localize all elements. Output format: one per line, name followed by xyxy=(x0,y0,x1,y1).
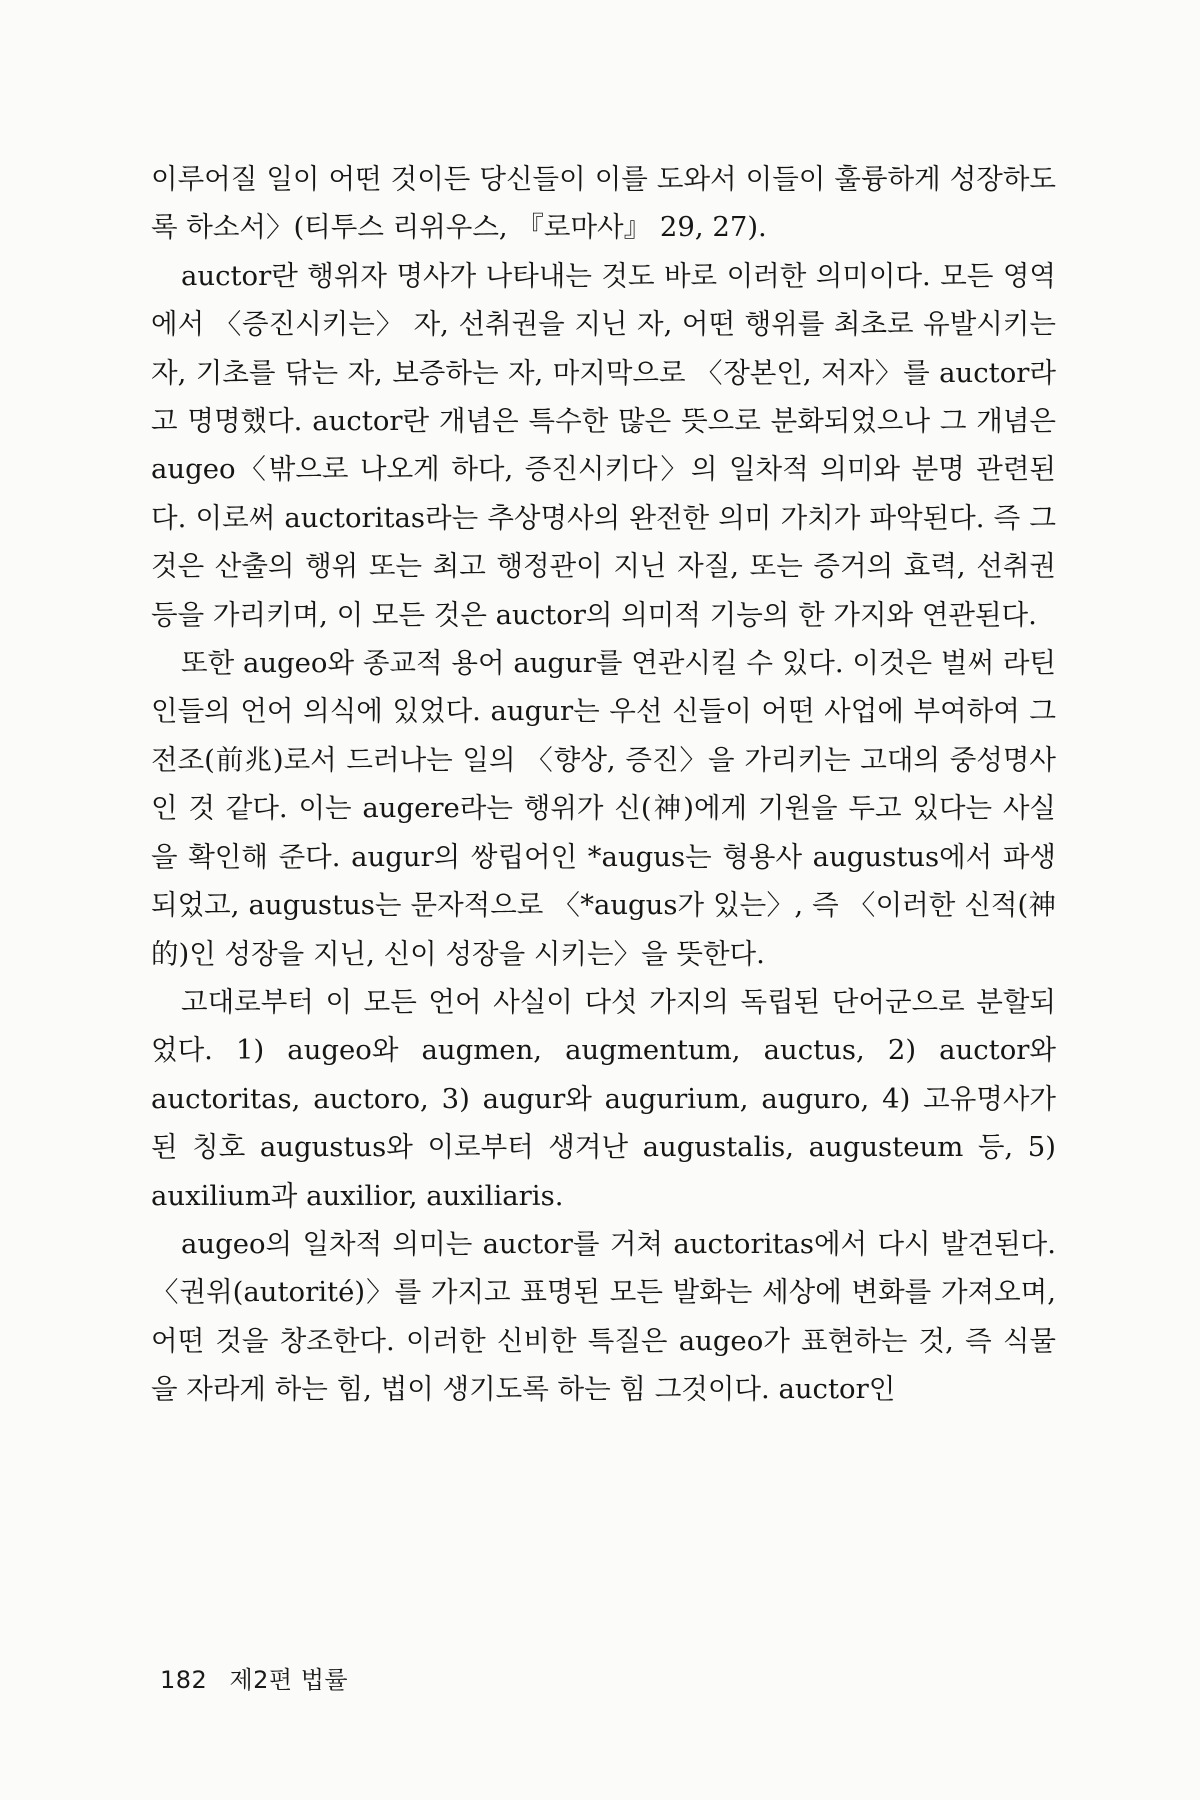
paragraph-augeo-meaning: augeo의 일차적 의미는 auctor를 거쳐 auctoritas에서 다시 발견된다. 〈권위(autorité)〉를 가지고 표명된 모든 발화는 세상에 변화를 가져오며, 어떤 것을 창조한다. 이러한 신비한 특질은 augeo가 표현하는 것, 즉 식물을 자라게 하는 힘, 법이 생기도록 하는 힘 그것이다. auctor인 xyxy=(151,1227,1056,1406)
paragraph-continuation: 이루어질 일이 어떤 것이든 당신들이 이를 도와서 이들이 훌륭하게 성장하도록 하소서〉(티투스 리위우스, 『로마사』 29, 27). xyxy=(151,163,1056,244)
page-footer xyxy=(160,1660,348,1695)
paragraph-auctor: auctor란 행위자 명사가 나타내는 것도 바로 이러한 의미이다. 모든 영역에서 〈증진시키는〉 자, 선취권을 지닌 자, 어떤 행위를 최초로 유발시키는 자, 기초를 닦는 자, 보증하는 자, 마지막으로 〈장본인, 저자〉를 auctor라고 명명했다. auctor란 개념은 특수한 많은 뜻으로 분화되었으나 그 개념은 augeo〈밖으로 나오게 하다, 증진시키다〉의 일차적 의미와 분명 관련된다. 이로써 auctoritas라는 추상명사의 완전한 의미 가치가 파악된다. 즉 그것은 산출의 행위 또는 최고 행정관이 지닌 자질, 또는 증거의 효력, 선취권 등을 가리키며, 이 모든 것은 auctor의 의미적 기능의 한 가지와 연관된다. xyxy=(151,259,1056,631)
page-number: 182 xyxy=(160,1666,208,1694)
paragraph-augur: 또한 augeo와 종교적 용어 augur를 연관시킬 수 있다. 이것은 벌써 라틴인들의 언어 의식에 있었다. augur는 우선 신들이 어떤 사업에 부여하여 그 전조(前兆)로서 드러나는 일의 〈향상, 증진〉을 가리키는 고대의 중성명사인 것 같다. 이는 augere라는 행위가 신(神)에게 기원을 두고 있다는 사실을 확인해 준다. augur의 쌍립어인 *augus는 형용사 augustus에서 파생되었고, augustus는 문자적으로 〈*augus가 있는〉, 즉 〈이러한 신적(神的)인 성장을 지닌, 신이 성장을 시키는〉을 뜻한다. xyxy=(151,647,1056,970)
section-title: 제2편 법률 xyxy=(229,1666,349,1694)
paragraph-word-groups: 고대로부터 이 모든 언어 사실이 다섯 가지의 독립된 단어군으로 분할되었다. 1) augeo와 augmen, augmentum, auctus, 2) auctor와 auctoritas, auctoro, 3) augur와 augurium, auguro, 4) 고유명사가 된 칭호 augustus와 이로부터 생겨난 augustalis, augusteum 등, 5) auxilium과 auxilior, auxiliaris. xyxy=(151,985,1056,1212)
body-text xyxy=(151,155,1056,1414)
